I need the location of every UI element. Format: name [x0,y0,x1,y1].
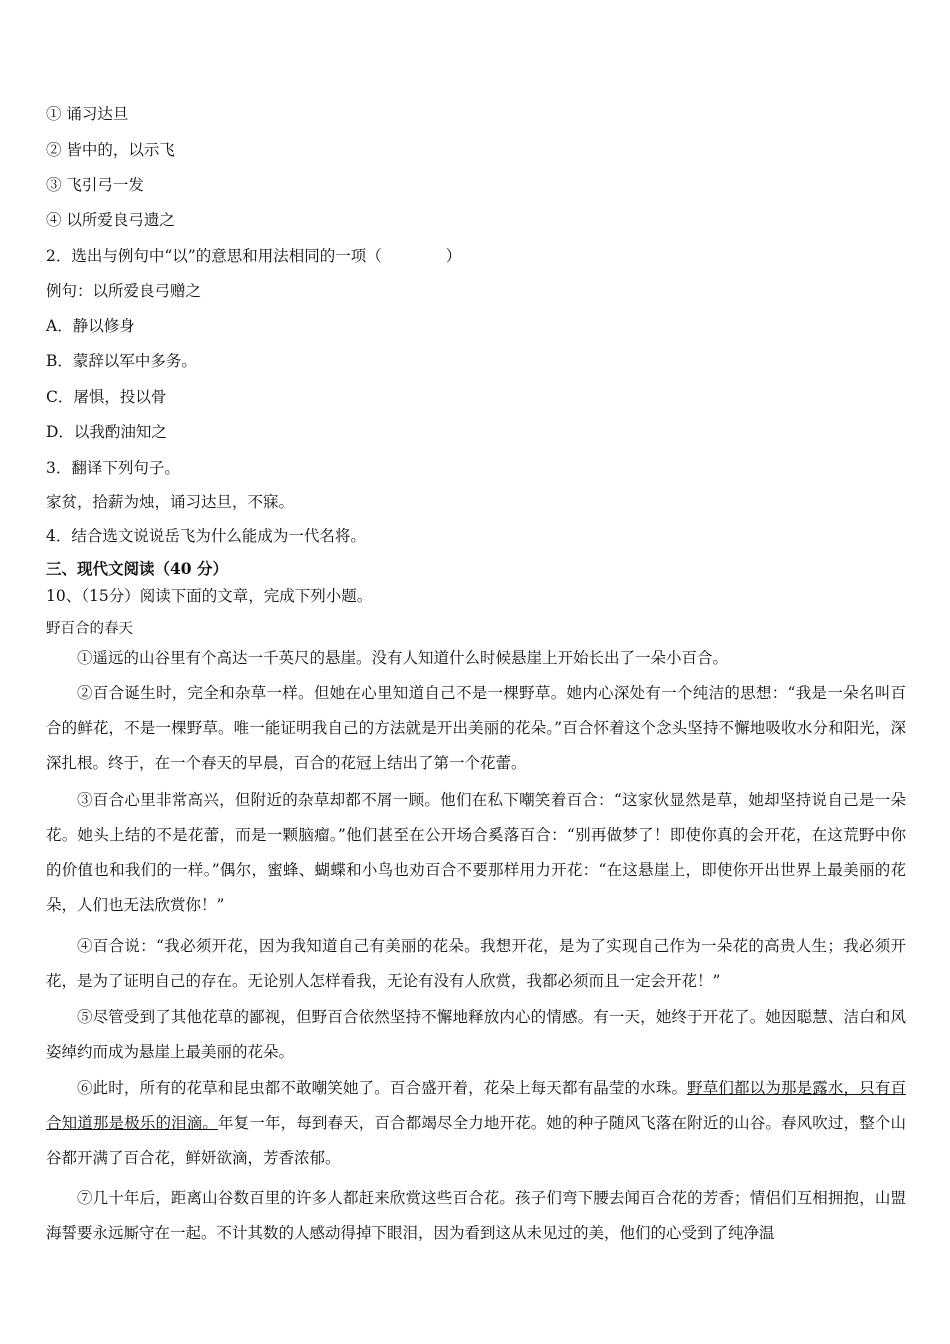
paragraph-4: ④百合说：“我必须开花，因为我知道自己有美丽的花朵。我想开花，是为了实现自己作为一朵花的高贵人生；我必须开花，是为了证明自己的存在。无论别人怎样看我，无论有没有人欣赏，我都必须而且一定会开花！” [46,937,906,990]
paragraph-2: ②百合诞生时，完全和杂草一样。但她在心里知道自己不是一棵野草。她内心深处有一个纯洁的思想：“我是一朵名叫百合的鲜花，不是一棵野草。唯一能证明我自己的方法就是开出美丽的花朵。”百合怀着这个念头坚持不懈地吸收水分和阳光，深深扎根。终于，在一个春天的早晨，百合的花冠上结出了第一个花蕾。 [46,684,906,772]
paragraph-3: ③百合心里非常高兴，但附近的杂草却都不屑一顾。他们在私下嘲笑着百合：“这家伙显然是草，她却坚持说自己是一朵花。她头上结的不是花蕾，而是一颗脑瘤。”他们甚至在公开场合奚落百合：“别再做梦了！即使你真的会开花，在这荒野中你的价值也和我们的一样。”偶尔，蜜蜂、蝴蝶和小鸟也劝百合不要那样用力开花：“在这悬崖上，即使你开出世界上最美丽的花朵，人们也无法欣赏你！” [46,791,906,914]
question-4: 4．结合选文说说岳飞为什么能成为一代名将。 [46,527,366,545]
question-10: 10、（15分）阅读下面的文章，完成下列小题。 [46,587,373,605]
paragraph-1: ①遥远的山谷里有个高达一千英尺的悬崖。没有人知道什么时候悬崖上开始长出了一朵小百合。 [77,649,729,667]
item-4: ④ 以所爱良弓遗之 [46,211,175,229]
question-2-stem: 2．选出与例句中“以”的意思和用法相同的一项（ [46,247,382,265]
item-2: ② 皆中的，以示飞 [46,141,175,159]
section-title: 三、现代文阅读（40 分） [46,559,228,578]
option-a: A．静以修身 [46,317,135,335]
option-d: D．以我酌油知之 [46,423,167,441]
paragraph-6 [46,1071,906,1176]
essay-title: 野百合的春天 [46,621,133,637]
option-b: B．蒙辞以军中多务。 [46,352,197,370]
paragraph-7: ⑦几十年后，距离山谷数百里的许多人都赶来欣赏这些百合花。孩子们弯下腰去闻百合花的芳香；情侣们互相拥抱，山盟海誓要永远厮守在一起。不计其数的人感动得掉下眼泪，因为看到这从未见过的美，他们的心受到了纯净温 [46,1189,906,1242]
translate-sentence: 家贫，拾薪为烛，诵习达旦，不寐。 [46,493,295,511]
paragraph-6-start: ⑥此时，所有的花草和昆虫都不敢嘲笑她了。百合盛开着，花朵上每天都有晶莹的水珠。 [77,1079,688,1097]
item-1: ① 诵习达旦 [46,105,129,123]
paragraph-6-end: 年复一年，每到春天，百合都竭尽全力地开花。她的种子随风飞落在附近的山谷。春风吹过，整个山谷都开满了百合花，鲜妍欲滴，芳香浓郁。 [46,1114,906,1167]
option-c: C．屠惧，投以骨 [46,388,167,406]
question-3: 3．翻译下列句子。 [46,459,180,477]
question-2-stem-end: ） [445,247,462,265]
paragraph-5: ⑤尽管受到了其他花草的鄙视，但野百合依然坚持不懈地释放内心的情感。有一天，她终于开花了。她因聪慧、洁白和风姿绰约而成为悬崖上最美丽的花朵。 [46,1008,906,1061]
underlined-sentence: 野草们都以为那是露水，只有百合知道那是极乐的泪滴。 [46,1079,906,1132]
example-sentence: 例句：以所爱良弓赠之 [46,282,202,300]
question-2 [46,244,461,266]
item-3: ③ 飞引弓一发 [46,176,144,194]
